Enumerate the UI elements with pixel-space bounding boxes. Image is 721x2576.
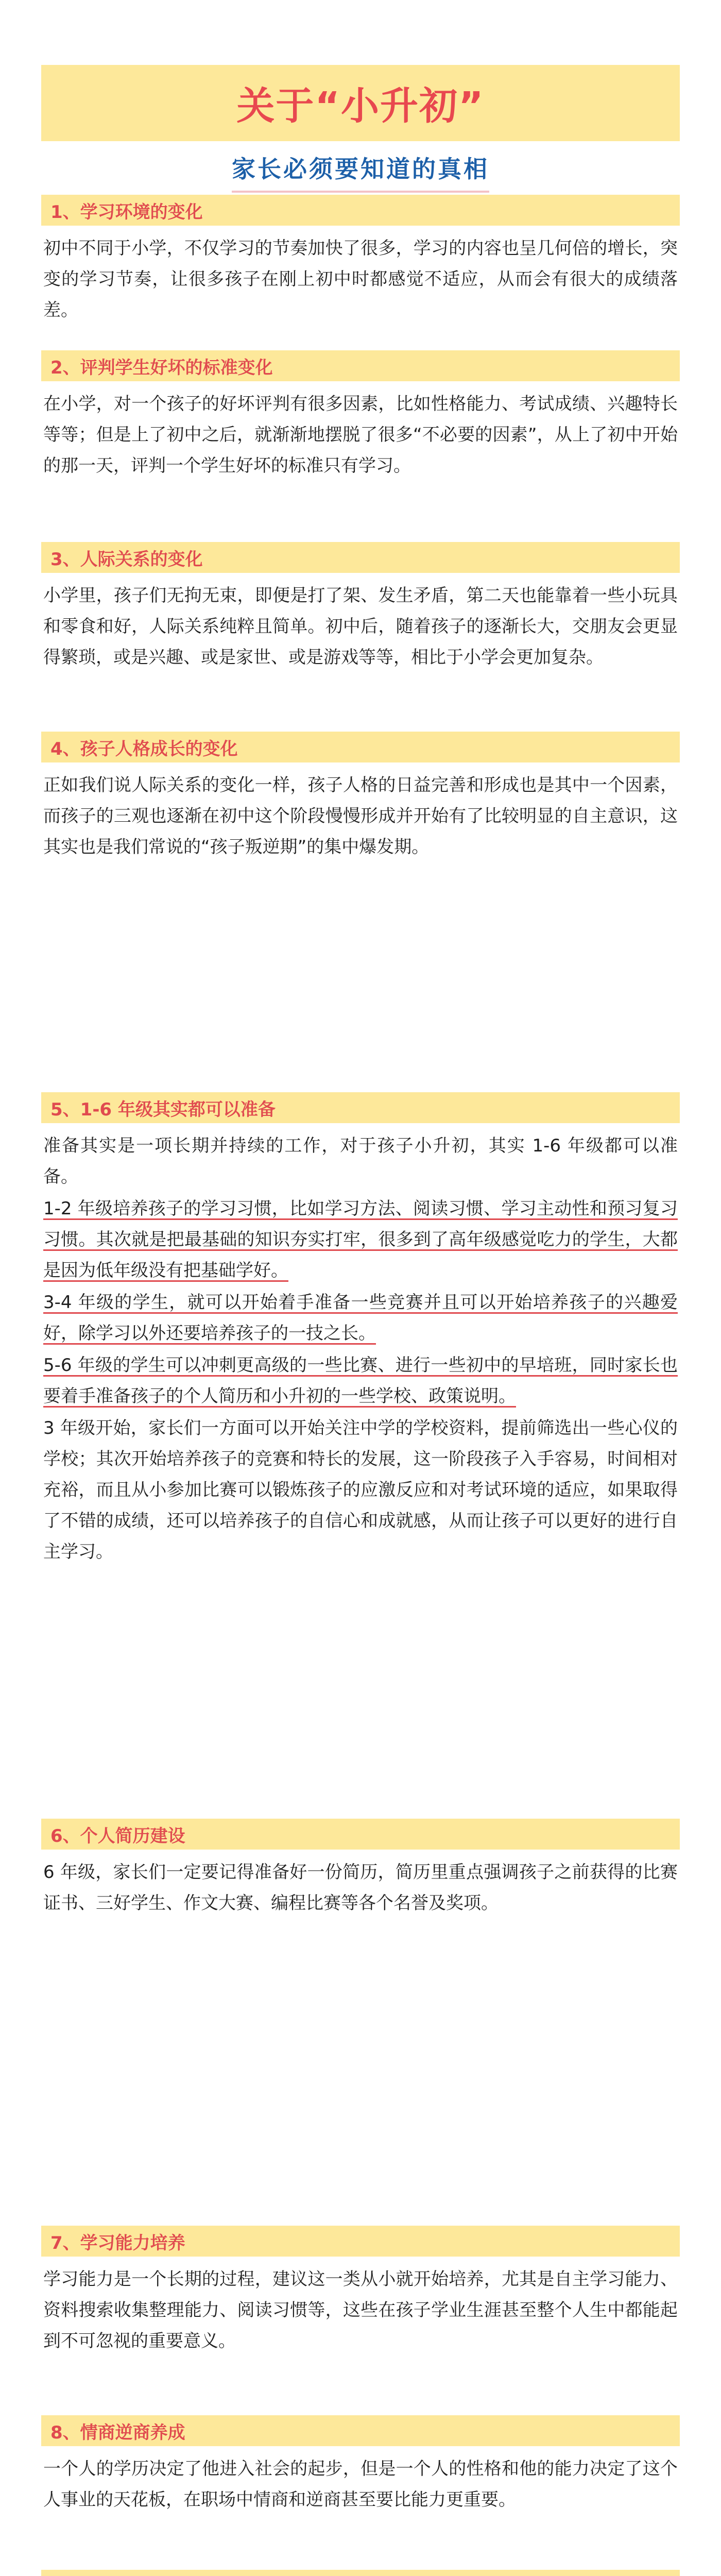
section-learning-environment [41,195,680,326]
section-paragraph: 一个人的学历决定了他进入社会的起步，但是一个人的性格和他的能力决定了这个人事业的天花板，在职场中情商和逆商甚至要比能力更重要。 [43,2459,678,2510]
section-grades-preparation [41,1092,680,1567]
section-paragraph: 1-2 年级培养孩子的学习习惯，比如学习方法、阅读习惯、学习主动性和预习复习习惯。其次就是把最基础的知识夯实打牢，很多到了高年级感觉吃力的学生，大都是因为低年级没有把基础学好。 [43,1198,678,1281]
section-paragraph: 小学里，孩子们无拘无束，即便是打了架、发生矛盾，第二天也能靠着一些小玩具和零食和好，人际关系纯粹且简单。初中后，随着孩子的逐渐长大，交朋友会更显得繁琐，或是兴趣、或是家世、或是游戏等等，相比于小学会更加复杂。 [43,585,678,668]
page-subtitle: 家长必须要知道的真相 [232,145,489,193]
section-heading: 1、学习环境的变化 [41,195,680,226]
section-paragraph: 3 年级开始，家长们一方面可以开始关注中学的学校资料，提前筛选出一些心仪的学校；其次开始培养孩子的竞赛和特长的发展，这一阶段孩子入手容易，时间相对充裕，而且从小参加比赛可以锻炼孩子的应激反应和对考试环境的适应，如果取得了不错的成绩，还可以培养孩子的自信心和成就感，从而让孩子可以更好的进行自主学习。 [43,1418,678,1562]
section-paragraph: 3-4 年级的学生，就可以开始着手准备一些竞赛并且可以开始培养孩子的兴趣爱好，除学习以外还要培养孩子的一技之长。 [43,1292,678,1344]
section-heading: 8、情商逆商养成 [41,2415,680,2446]
section-paragraph: 准备其实是一项长期并持续的工作，对于孩子小升初，其实 1-6 年级都可以准备。 [43,1136,678,1187]
section-heading: 5、1-6 年级其实都可以准备 [41,1092,680,1123]
section-heading: 2、评判学生好坏的标准变化 [41,350,680,381]
section-paragraph: 正如我们说人际关系的变化一样，孩子人格的日益完善和形成也是其中一个因素，而孩子的三观也逐渐在初中这个阶段慢慢形成并开始有了比较明显的自主意识，这其实也是我们常说的“孩子叛逆期”的集中爆发期。 [43,775,678,857]
section-interests [41,2570,680,2576]
section-eq-aq [41,2415,680,2515]
section-heading: 4、孩子人格成长的变化 [41,732,680,762]
section-relationships [41,542,680,673]
section-paragraph: 在小学，对一个孩子的好坏评判有很多因素，比如性格能力、考试成绩、兴趣特长等等；但是上了初中之后，就渐渐地摆脱了很多“不必要的因素”，从上了初中开始的那一天，评判一个学生好坏的标准只有学习。 [43,394,678,476]
subtitle-block [0,145,721,193]
section-evaluation-criteria [41,350,680,481]
section-heading: 7、学习能力培养 [41,2226,680,2257]
page-title: 关于“小升初” [236,84,485,128]
section-paragraph: 6 年级，家长们一定要记得准备好一份简历，简历里重点强调孩子之前获得的比赛证书、三好学生、作文大赛、编程比赛等各个名誉及奖项。 [43,1862,678,1913]
section-resume [41,1819,680,1919]
section-paragraph: 学习能力是一个长期的过程，建议这一类从小就开始培养，尤其是自主学习能力、资料搜索收集整理能力、阅读习惯等，这些在孩子学业生涯甚至整个人生中都能起到不可忽视的重要意义。 [43,2269,678,2351]
section-paragraph: 初中不同于小学，不仅学习的节奏加快了很多，学习的内容也呈几何倍的增长，突变的学习节奏，让很多孩子在刚上初中时都感觉不适应，从而会有很大的成绩落差。 [43,238,678,320]
section-heading: 3、人际关系的变化 [41,542,680,573]
title-banner [41,65,680,141]
section-paragraph: 5-6 年级的学生可以冲刺更高级的一些比赛、进行一些初中的早培班，同时家长也要着手准备孩子的个人简历和小升初的一些学校、政策说明。 [43,1355,678,1406]
section-personality-growth [41,732,680,862]
section-heading: 6、个人简历建设 [41,1819,680,1850]
section-heading [41,2570,680,2576]
section-learning-ability [41,2226,680,2357]
